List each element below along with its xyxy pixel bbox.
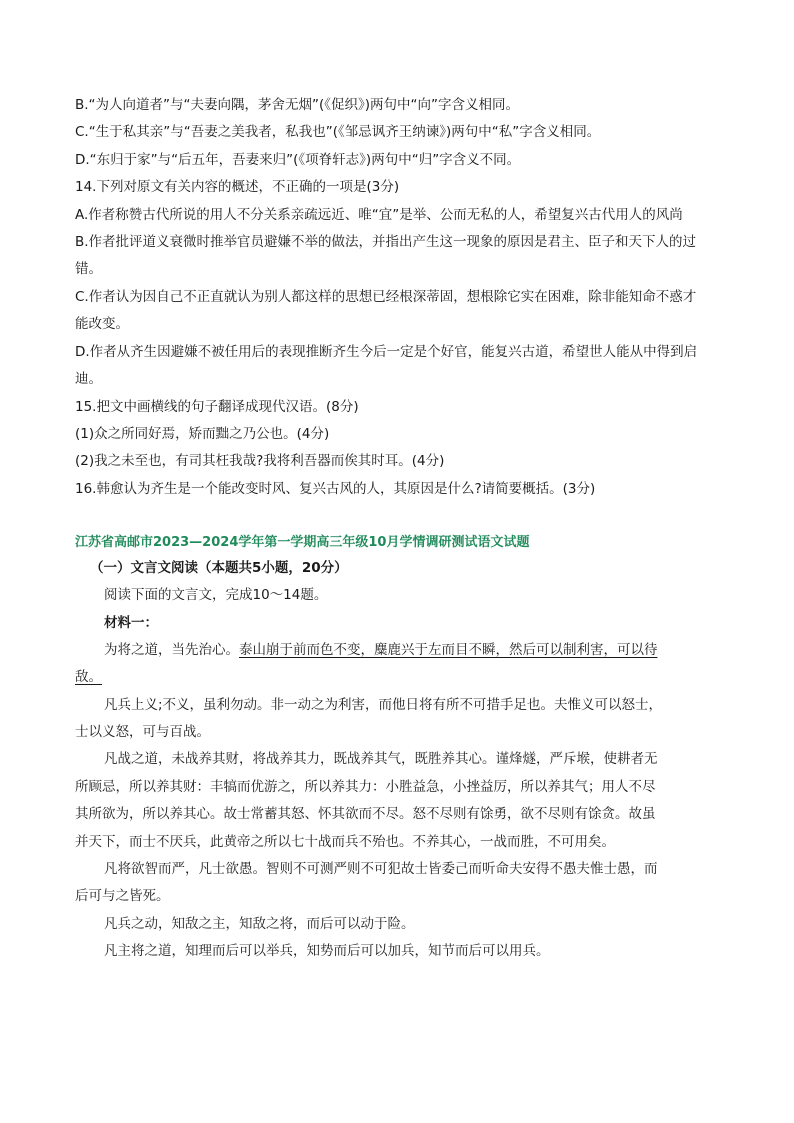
underlined-sentence-cont: 敌。 [75,669,102,685]
question-14-option-d: D.作者从齐生因避嫌不被任用后的表现推断齐生今后一定是个好官，能复兴古道，希望世人能从中得到启 [75,344,698,360]
paragraph-2: 凡兵上义;不义，虽利勿动。非一动之为利害，而他日将有所不可措手足也。夫惟义可以怒士， [104,697,663,713]
question-14-option-a: A.作者称赞古代所说的用人不分关系亲疏远近、唯“宜”是举、公而无私的人，希望复兴古代用人的风尚 [75,207,683,223]
paragraph-4: 凡将欲智而严，凡士欲愚。智则不可测严则不可犯故士皆委己而听命夫安得不愚夫惟士愚，而 [104,861,658,877]
underlined-sentence: 泰山崩于前而色不变，麋鹿兴于左而目不瞬，然后可以制利害，可以待 [239,642,658,658]
question-15-item-2: (2)我之未至也，有司其枉我哉?我将利吾器而俟其时耳。(4分) [75,453,445,469]
paragraph-2-cont: 士以义怒，可与百战。 [75,724,210,740]
question-14-stem: 14.下列对原文有关内容的概述，不正确的一项是(3分) [75,179,400,195]
paragraph-3: 凡战之道，未战养其财，将战养其力，既战养其气，既胜养其心。谨烽燧，严斥堠，使耕者无 [104,751,658,767]
paragraph-3-line-2: 所顾忌，所以养其财：丰犒而优游之，所以养其力：小胜益急，小挫益厉，所以养其气；用人不尽 [75,779,656,795]
question-14-option-b-cont: 错。 [75,261,102,277]
reading-instruction: 阅读下面的文言文，完成10～14题。 [104,587,328,603]
section-title: 江苏省高邮市2023—2024学年第一学期高三年级10月学情调研测试语文试题 [75,535,530,550]
paragraph-3-line-4: 并天下，而士不厌兵，此黄帝之所以七十战而兵不殆也。不养其心，一战而胜，不可用矣。 [75,834,615,850]
question-15-stem: 15.把文中画横线的句子翻译成现代汉语。(8分) [75,399,359,415]
paragraph-3-line-3: 其所欲为，所以养其心。故士常蓄其怒、怀其欲而不尽。怒不尽则有馀勇，欲不尽则有馀贪。故虽 [75,806,656,822]
material-label: 材料一： [104,615,158,631]
question-14-option-c: C.作者认为因自己不正直就认为别人都这样的思想已经根深蒂固，想根除它实在困难，除非能知命不惑才 [75,289,697,305]
question-16-stem: 16.韩愈认为齐生是一个能改变时风、复兴古风的人，其原因是什么?请简要概括。(3分) [75,481,596,497]
paragraph-1-lead: 为将之道，当先治心。 [104,642,239,658]
question-14-option-c-cont: 能改变。 [75,316,129,332]
question-14-option-d-cont: 迪。 [75,371,102,387]
question-13-option-c: C.“生于私其亲”与“吾妻之美我者，私我也”(《邹忌讽齐王纳谏》)两句中“私”字含义相同。 [75,124,601,140]
paragraph-4-cont: 后可与之皆死。 [75,888,170,904]
paragraph-1 [104,640,754,660]
question-13-option-d: D.“东归于家”与“后五年，吾妻来归”(《项脊轩志》)两句中“归”字含义不同。 [75,152,521,168]
section-subtitle: （一）文言文阅读（本题共5小题，20分） [90,560,348,576]
paragraph-5: 凡兵之动，知敌之主，知敌之将，而后可以动于险。 [104,916,415,932]
paragraph-1-cont [75,667,725,687]
question-15-item-1: (1)众之所同好焉，矫而黜之乃公也。(4分) [75,426,330,442]
question-14-option-b: B.作者批评道义衰微时推举官员避嫌不举的做法，并指出产生这一现象的原因是君主、臣子和天下人的过 [75,234,697,250]
question-13-option-b: B.“为人向道者”与“夫妻向隅，茅舍无烟”(《促织》)两句中“向”字含义相同。 [75,97,520,113]
paragraph-6: 凡主将之道，知理而后可以举兵，知势而后可以加兵，知节而后可以用兵。 [104,943,550,959]
